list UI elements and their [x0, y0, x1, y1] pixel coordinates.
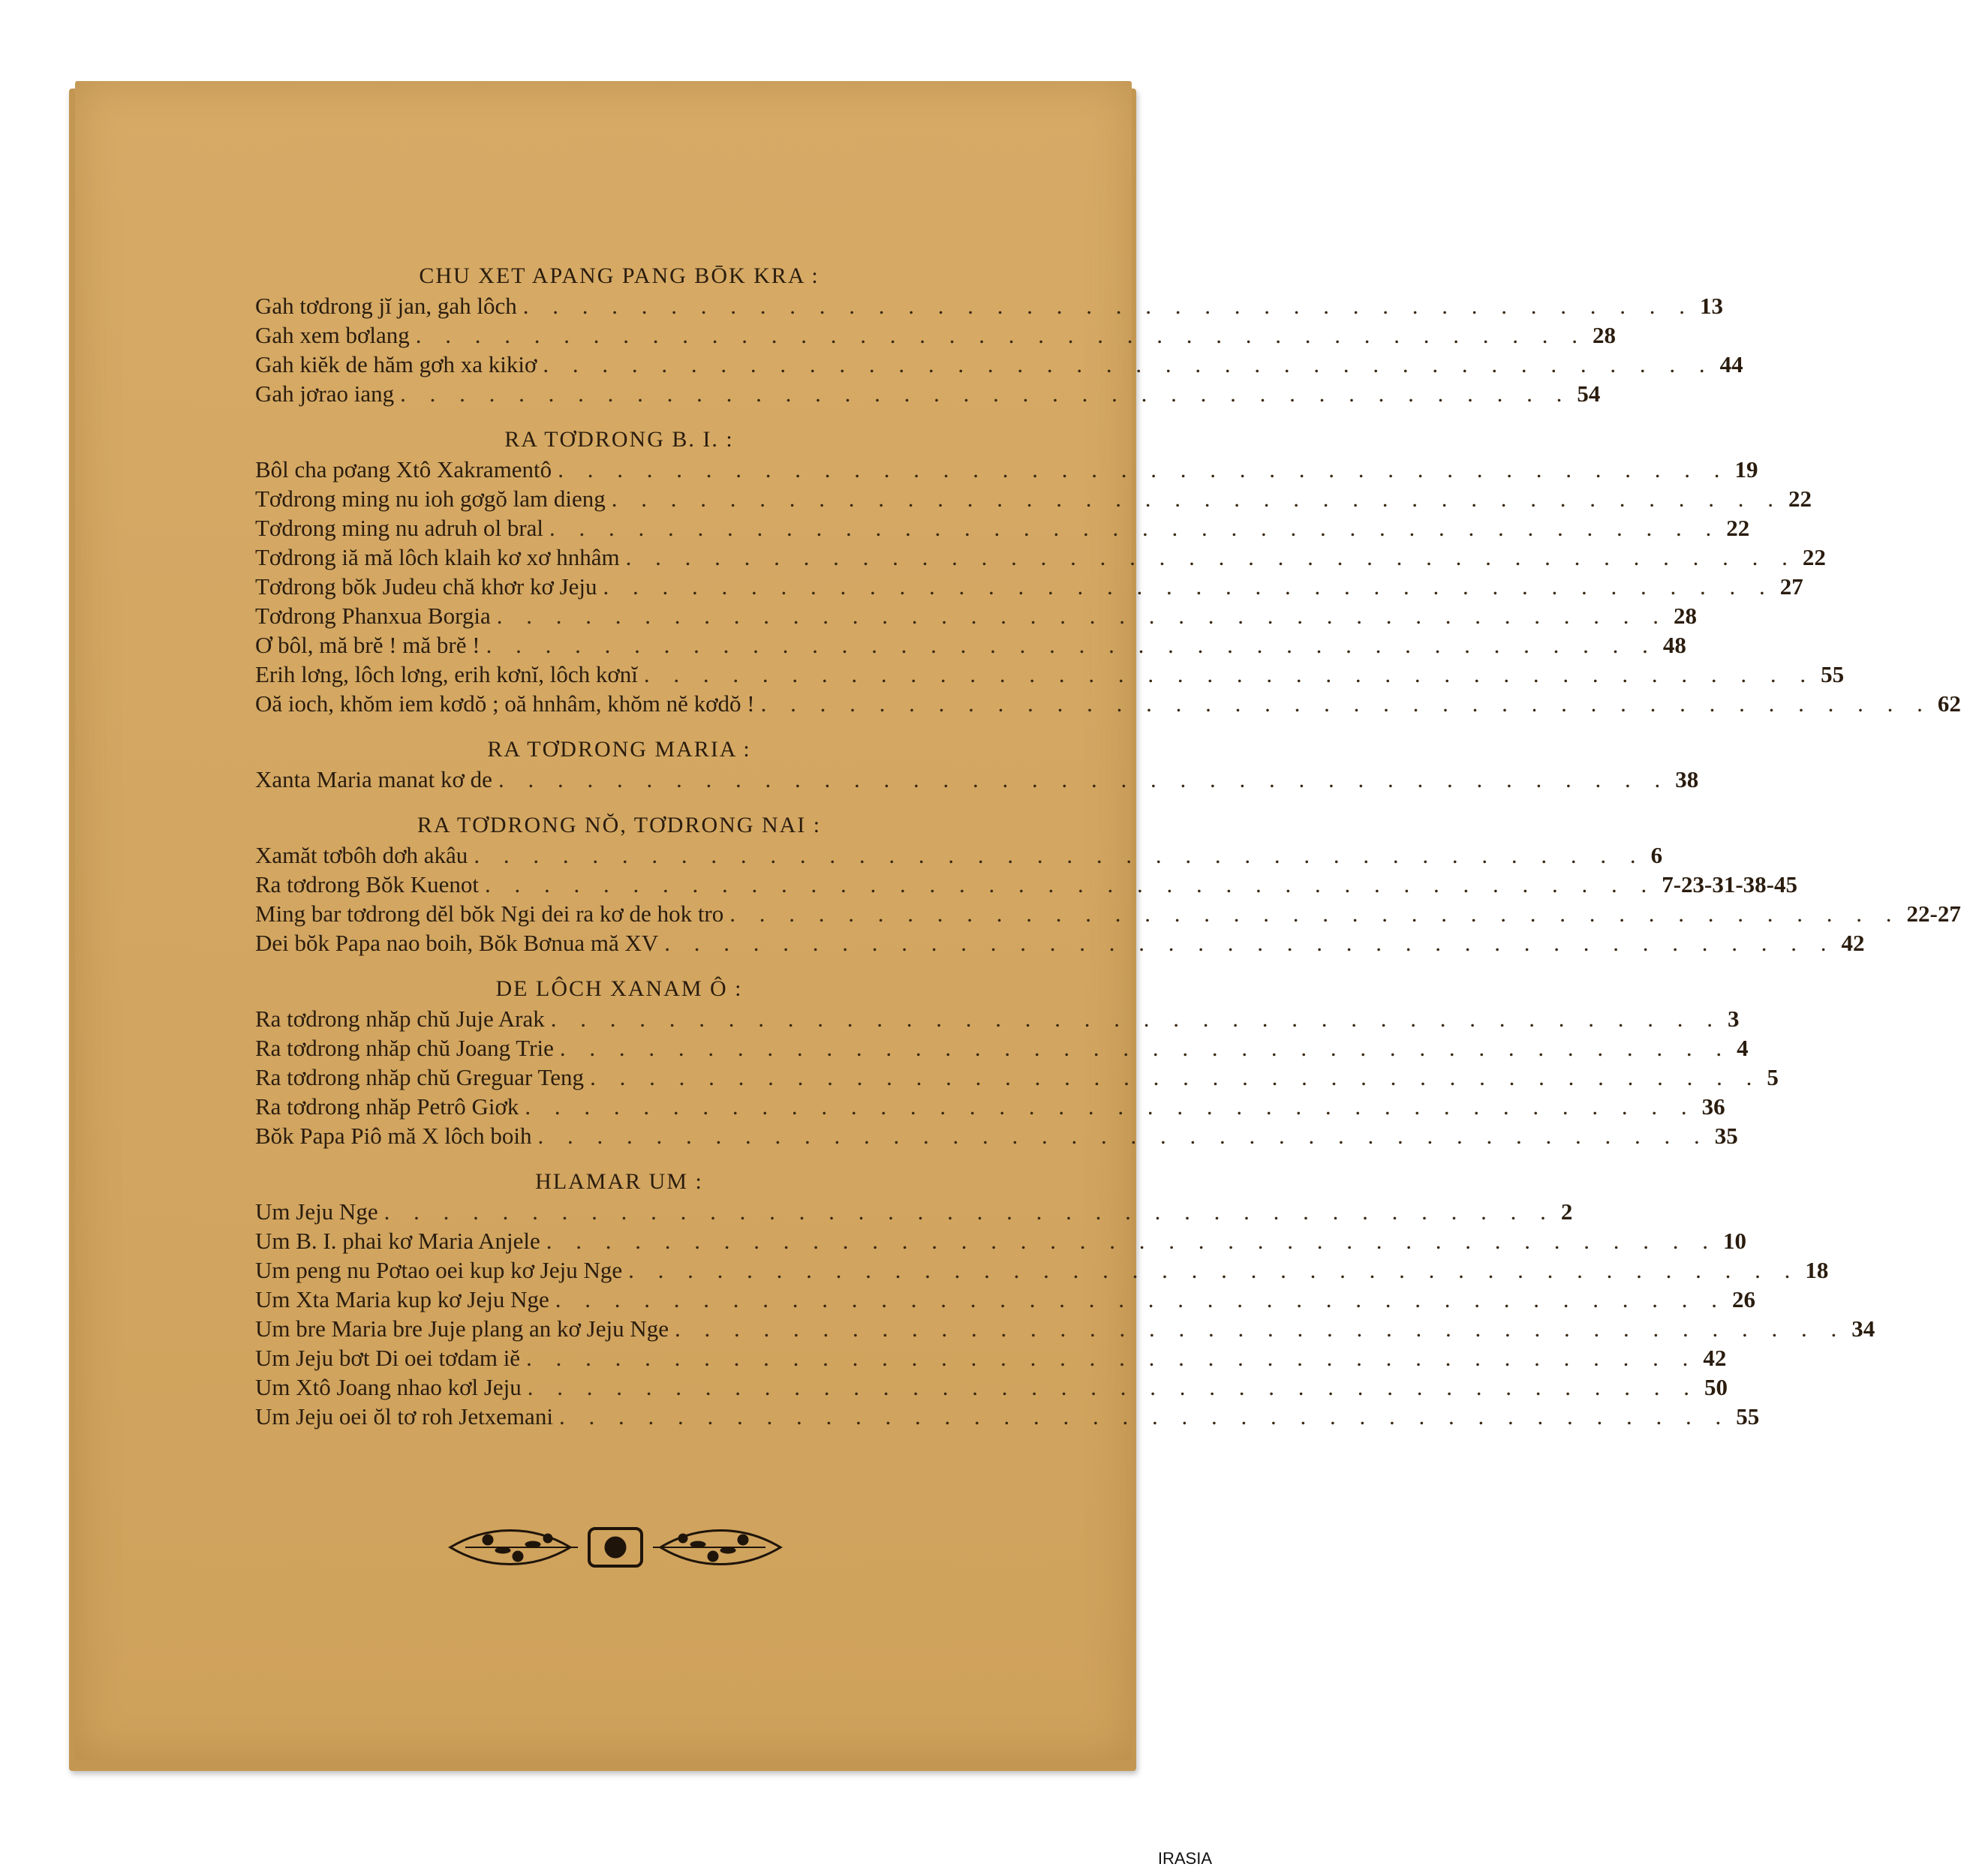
- dot-leader: . . . . . . . . . . . . . . . . . . . . . . . . . . . . . . . . . . . . . . . .: [400, 380, 1572, 407]
- toc-entry: [255, 1343, 1727, 1372]
- dot-leader: . . . . . . . . . . . . . . . . . . . . . . . . . . . . . . . . . . . . . . . .: [484, 871, 1656, 897]
- toc-entry: [255, 1063, 1779, 1092]
- dot-leader: . . . . . . . . . . . . . . . . . . . . . . . . . . . . . . . . . . . . . . . .: [486, 632, 1657, 658]
- entry-title: Tơdrong ming nu adruh ol bral: [255, 515, 544, 541]
- toc-entry: [255, 1121, 1738, 1150]
- watermark: IRASIA: [1157, 1849, 1212, 1868]
- dot-leader: . . . . . . . . . . . . . . . . . . . . . . . . . . . . . . . . . . . . . . . .: [643, 661, 1815, 687]
- dot-leader: . . . . . . . . . . . . . . . . . . . . . . . . . . . . . . . . . . . . . . . .: [527, 1374, 1699, 1400]
- dot-leader: . . . . . . . . . . . . . . . . . . . . . . . . . . . . . . . . . . . . . . . .: [498, 766, 1670, 792]
- entry-page-number: 48: [1662, 632, 1686, 658]
- section-heading: CHU XET APANG PANG BŌK KRA :: [419, 263, 820, 288]
- toc-entry: [255, 379, 1601, 408]
- dot-leader: . . . . . . . . . . . . . . . . . . . . . . . . . . . . . . . . . . . . . . . .: [546, 1228, 1717, 1254]
- dot-leader: . . . . . . . . . . . . . . . . . . . . . . . . . . . . . . . . . . . . . . . .: [625, 544, 1797, 570]
- dot-leader: . . . . . . . . . . . . . . . . . . . . . . . . . . . . . . . . . . . . . . . .: [549, 515, 1721, 541]
- toc-entry: [255, 840, 1663, 870]
- entry-page-number: 42: [1841, 930, 1865, 956]
- dot-leader: . . . . . . . . . . . . . . . . . . . . . . . . . . . . . . . . . . . . . . . .: [496, 603, 1668, 629]
- toc-section: [255, 1167, 1875, 1431]
- dot-leader: . . . . . . . . . . . . . . . . . . . . . . . . . . . . . . . . . . . . . . . .: [628, 1257, 1800, 1283]
- section-heading: RA TƠDRONG NŎ, TƠDRONG NAI :: [417, 813, 822, 837]
- entry-page-number: 55: [1736, 1403, 1760, 1430]
- entry-title: Um Jeju Nge: [255, 1198, 378, 1225]
- entry-title: Bŏk Papa Piô mă X lôch boih: [255, 1123, 532, 1149]
- entry-page-number: 36: [1701, 1093, 1725, 1120]
- entry-page-number: 55: [1821, 661, 1845, 687]
- toc-entry: [255, 660, 1845, 689]
- dot-leader: . . . . . . . . . . . . . . . . . . . . . . . . . . . . . . . . . . . . . . . .: [558, 1403, 1731, 1430]
- dot-leader: . . . . . . . . . . . . . . . . . . . . . . . . . . . . . . . . . . . . . . . .: [415, 322, 1587, 348]
- toc-entry: [255, 1004, 1740, 1033]
- dot-leader: . . . . . . . . . . . . . . . . . . . . . . . . . . . . . . . . . . . . . . . .: [611, 486, 1782, 512]
- dot-leader: . . . . . . . . . . . . . . . . . . . . . . . . . . . . . . . . . . . . . . . .: [525, 1093, 1696, 1120]
- dot-leader: . . . . . . . . . . . . . . . . . . . . . . . . . . . . . . . . . . . . . . . .: [550, 1006, 1722, 1032]
- entry-page-number: 18: [1805, 1257, 1829, 1283]
- toc-entry: [255, 572, 1803, 601]
- toc-entry: [255, 1372, 1728, 1402]
- entry-page-number: 38: [1675, 766, 1699, 792]
- floral-ornament-icon: [443, 1517, 788, 1577]
- toc-entry: [255, 455, 1758, 484]
- entry-title: Tơdrong ming nu ioh gơgŏ lam dieng: [255, 486, 606, 512]
- entry-title: Ra tơdrong nhăp chŭ Greguar Teng: [255, 1064, 585, 1090]
- entry-page-number: 7-23-31-38-45: [1662, 871, 1797, 897]
- entry-title: Gah tơdrong jĭ jan, gah lôch: [255, 293, 517, 319]
- entry-title: Ra tơdrong nhăp chŭ Juje Arak: [255, 1006, 545, 1032]
- entry-page-number: 28: [1593, 322, 1617, 348]
- toc-entry: [255, 928, 1865, 958]
- entry-title: Um Xta Maria kup kơ Jeju Nge: [255, 1286, 549, 1312]
- entry-title: Tơdrong Phanxua Borgia: [255, 603, 491, 629]
- toc-entry: [255, 630, 1686, 660]
- entry-page-number: 35: [1714, 1123, 1738, 1149]
- entry-page-number: 19: [1734, 456, 1758, 483]
- entry-title: Um B. I. phai kơ Maria Anjele: [255, 1228, 540, 1254]
- toc-entry: [255, 1285, 1756, 1314]
- toc-entry: [255, 291, 1723, 320]
- entry-title: Ra tơdrong nhăp chŭ Joang Trie: [255, 1035, 554, 1061]
- entry-title: Ơ bôl, mă brĕ ! mă brĕ !: [255, 632, 480, 658]
- entry-title: Ra tơdrong nhăp Petrô Giơk: [255, 1093, 519, 1120]
- entry-title: Oă ioch, khŏm iem kơdŏ ; oă hnhâm, khŏm nĕ kơdŏ !: [255, 690, 755, 717]
- dot-leader: . . . . . . . . . . . . . . . . . . . . . . . . . . . . . . . . . . . . . . . .: [603, 573, 1774, 600]
- table-of-contents: [255, 255, 1961, 1448]
- entry-page-number: 42: [1703, 1345, 1727, 1371]
- entry-title: Tơdrong bŏk Judeu chă khơr kơ Jeju: [255, 573, 597, 600]
- entry-title: Xamăt tơbôh dơh akâu: [255, 842, 468, 868]
- entry-page-number: 44: [1719, 351, 1743, 377]
- toc-entry: [255, 1226, 1746, 1255]
- toc-entry: [255, 1197, 1573, 1226]
- dot-leader: . . . . . . . . . . . . . . . . . . . . . . . . . . . . . . . . . . . . . . . .: [760, 690, 1932, 717]
- entry-title: Gah jơrao iang: [255, 380, 395, 407]
- dot-leader: . . . . . . . . . . . . . . . . . . . . . . . . . . . . . . . . . . . . . . . .: [729, 900, 1901, 927]
- entry-title: Ming bar tơdrong dĕl bŏk Ngi dei ra kơ de hok tro: [255, 900, 724, 927]
- entry-page-number: 28: [1673, 603, 1697, 629]
- entry-title: Um Jeju bơt Di oei tơdam iĕ: [255, 1345, 521, 1371]
- toc-entry: [255, 689, 1961, 718]
- toc-entry: [255, 1033, 1749, 1063]
- entry-title: Xanta Maria manat kơ de: [255, 766, 492, 792]
- dot-leader: . . . . . . . . . . . . . . . . . . . . . . . . . . . . . . . . . . . . . . . .: [537, 1123, 1709, 1149]
- toc-entry: [255, 601, 1697, 630]
- toc-section: [255, 261, 1743, 408]
- toc-entry: [255, 1092, 1725, 1121]
- entry-page-number: 22: [1726, 515, 1750, 541]
- entry-page-number: 2: [1560, 1198, 1573, 1225]
- toc-entry: [255, 543, 1826, 572]
- entry-page-number: 6: [1650, 842, 1663, 868]
- dot-leader: . . . . . . . . . . . . . . . . . . . . . . . . . . . . . . . . . . . . . . . .: [674, 1315, 1846, 1342]
- toc-section: [255, 735, 1699, 794]
- toc-entry: [255, 765, 1699, 794]
- entry-page-number: 27: [1779, 573, 1803, 600]
- dot-leader: . . . . . . . . . . . . . . . . . . . . . . . . . . . . . . . . . . . . . . . .: [558, 456, 1729, 483]
- entry-title: Um Jeju oei ŏl tơ roh Jetxemani: [255, 1403, 553, 1430]
- section-heading: RA TƠDRONG B. I. :: [504, 427, 734, 452]
- entry-page-number: 10: [1722, 1228, 1746, 1254]
- toc-entry: [255, 320, 1617, 350]
- dot-leader: . . . . . . . . . . . . . . . . . . . . . . . . . . . . . . . . . . . . . . . .: [474, 842, 1645, 868]
- entry-page-number: 62: [1937, 690, 1961, 717]
- entry-title: Dei bŏk Papa nao boih, Bŏk Bơnua mă XV: [255, 930, 659, 956]
- dot-leader: . . . . . . . . . . . . . . . . . . . . . . . . . . . . . . . . . . . . . . . .: [522, 293, 1694, 319]
- dot-leader: . . . . . . . . . . . . . . . . . . . . . . . . . . . . . . . . . . . . . . . .: [664, 930, 1836, 956]
- dot-leader: . . . . . . . . . . . . . . . . . . . . . . . . . . . . . . . . . . . . . . . .: [383, 1198, 1555, 1225]
- toc-entry: [255, 1314, 1875, 1343]
- entry-title: Um peng nu Pơtao oei kup kơ Jeju Nge: [255, 1257, 623, 1283]
- entry-title: Bôl cha pơang Xtô Xakramentô: [255, 456, 552, 483]
- entry-page-number: 54: [1577, 380, 1601, 407]
- toc-section: [255, 425, 1961, 718]
- entry-page-number: 13: [1699, 293, 1723, 319]
- dot-leader: . . . . . . . . . . . . . . . . . . . . . . . . . . . . . . . . . . . . . . . .: [555, 1286, 1727, 1312]
- toc-entry: [255, 513, 1750, 543]
- entry-title: Erih lơng, lôch lơng, erih kơnĭ, lôch kơnĭ: [255, 661, 638, 687]
- entry-page-number: 34: [1851, 1315, 1875, 1342]
- entry-title: Um Xtô Joang nhao kơl Jeju: [255, 1374, 522, 1400]
- entry-page-number: 22: [1802, 544, 1826, 570]
- toc-section: [255, 974, 1779, 1150]
- dot-leader: . . . . . . . . . . . . . . . . . . . . . . . . . . . . . . . . . . . . . . . .: [559, 1035, 1731, 1061]
- toc-entry: [255, 899, 1961, 928]
- section-heading: DE LÔCH XANAM Ô :: [495, 976, 743, 1001]
- dot-leader: . . . . . . . . . . . . . . . . . . . . . . . . . . . . . . . . . . . . . . . .: [526, 1345, 1698, 1371]
- dot-leader: . . . . . . . . . . . . . . . . . . . . . . . . . . . . . . . . . . . . . . . .: [590, 1064, 1761, 1090]
- entry-page-number: 26: [1732, 1286, 1756, 1312]
- toc-entry: [255, 1255, 1829, 1285]
- entry-title: Gah kiĕk de hăm gơh xa kikiơ: [255, 351, 537, 377]
- entry-title: Gah xem bơlang: [255, 322, 410, 348]
- toc-entry: [255, 350, 1743, 379]
- entry-page-number: 50: [1704, 1374, 1728, 1400]
- entry-page-number: 4: [1737, 1035, 1749, 1061]
- section-heading: RA TƠDRONG MARIA :: [487, 737, 751, 762]
- entry-title: Ra tơdrong Bŏk Kuenot: [255, 871, 479, 897]
- entry-page-number: 22-27: [1906, 900, 1961, 927]
- toc-entry: [255, 870, 1797, 899]
- entry-page-number: 3: [1727, 1006, 1740, 1032]
- toc-entry: [255, 484, 1812, 513]
- entry-title: Um bre Maria bre Juje plang an kơ Jeju Nge: [255, 1315, 669, 1342]
- entry-page-number: 22: [1788, 486, 1812, 512]
- entry-title: Tơdrong iă mă lôch klaih kơ xơ hnhâm: [255, 544, 620, 570]
- entry-page-number: 5: [1767, 1064, 1779, 1090]
- dot-leader: . . . . . . . . . . . . . . . . . . . . . . . . . . . . . . . . . . . . . . . .: [543, 351, 1714, 377]
- toc-section: [255, 810, 1961, 958]
- section-heading: HLAMAR UM :: [535, 1169, 703, 1194]
- toc-entry: [255, 1402, 1760, 1431]
